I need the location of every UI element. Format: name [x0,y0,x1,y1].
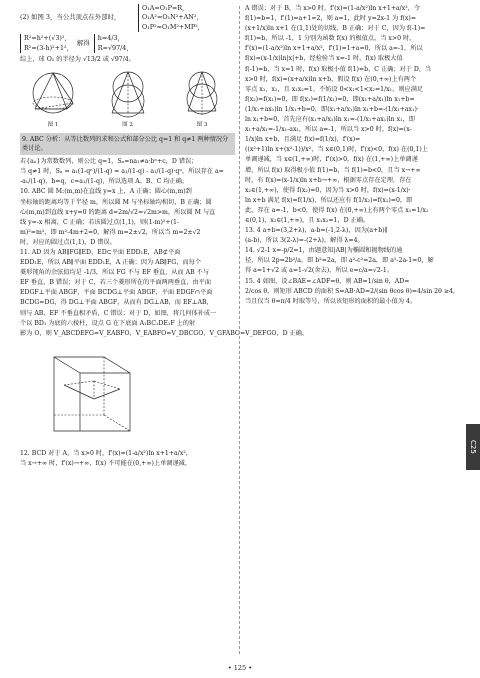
body-line: (x+1/x)ln x+1 在(1,1)处的切线，B 正确；对于 C，因为 f(-1)= [245,25,426,33]
body-line: (1/x₁+ax₁)ln 1/x₁+b=0，即(x₁+a/x₁)ln x₁+b=-(1/x₁+ax₁)· [245,105,419,113]
body-line: f(x)=(x-1/x)ln|x|+b，经检验当 x=-1 时，f(x) 取极大值 [245,55,403,63]
hexagonal-prism-figure-icon [34,345,154,441]
section-side-tab: C25 [466,424,480,470]
column-divider [239,6,240,654]
body-line: 当 q≠1 时，Sₙ = a₁(1-qⁿ)/(1-q) = a₁/(1-q) - a₁/(1-q)·qⁿ，所以存在 a= [20,168,224,176]
body-line: 2/cos θ，则矩形 ABCD 的面积 S=AB·AD=2/(sin θcos θ)=4/sin 2θ ≥4， [245,287,460,295]
body-line: 12. BCD 对于 A，当 x>0 时，f'(x)=(1-a/x²)ln x+1+a/x²， [20,449,192,457]
conclusion-line: 综上，球 O₁ 的半径为 √13/2 或 √97/4。 [20,56,135,64]
body-line: x₁+a/x₁=-1/x₁-ax₁，所以 a=-1，所以当 x>0 时，f(x)=(x- [245,126,412,134]
pyramid-figure-icon [21,69,85,121]
body-line: m)²=m²，即 m²-4m+2=0，解得 m=2±√2，所以当 m=2±√2 [20,228,201,236]
body-line: 个以 BD₁ 为底的六棱柱，设点 G 在下底面 A₁BC₁DE₁F 上的射 [20,319,196,327]
body-line: 时，有 f(x)=(x-1/x)ln x+b→+∞，根据零点存在定理，存在 [245,176,412,184]
figure-2 [95,69,161,131]
body-line: 坐标轴的距离均等于半径 m，所以圆 M 与坐标轴均相切，B 正确；圆 [20,198,212,206]
body-line: x>0 时，f(x)=(x+a/x)ln x+b，假设 f(x) 在(0,+∞)上有两个 [245,75,417,83]
body-line: 此，存在 a=-1，b<0，使得 f(x) 在(0,+∞)上有两个零点 x₁=1/x₂ [245,206,429,214]
figure-caption: 图 1 [47,122,59,129]
system-left-eq: R²=(3-h)²+1²， [24,43,73,52]
body-line: -a₁/(1-q)，b=q，c=a₁/(1-q)，所以选项 A、B、C 均正确。 [20,178,189,186]
figure-caption: 图 2 [122,122,133,129]
body-line: ∈(0,1)，x₂∈(1,+∞)，且 x₁x₂=1，D 正确。 [245,216,370,224]
body-line: EDGF⊥平面 ABGF，平面 BCDG⊥平面 ABGF，平面 EDGF∩平面 [20,289,213,297]
solve-result-eq: R=√97/4， [97,43,133,52]
system-right-eq: O₁A²=O₁N²+AN²， [142,13,203,22]
body-line: 当 x→+∞ 时，f'(x)→+∞，f(x) 不可能在(0,+∞)上单调递减， [20,459,192,467]
solve-result-brace [94,34,133,53]
body-line: 径，所以 2p=2b²/a，即 b²=2a，即 a²-c²=2a，即 a²-2a-1=0，解 [245,257,434,265]
figure-caption: 图 3 [196,122,208,129]
body-line: EDD₁E，所以 AB∥平面 EDD₁E，A 正确；因为 AB∥FG，而每个 [20,259,202,267]
body-line: (a-b)，所以 3(2-λ)=-(2+λ)，解得 λ=4。 [245,237,364,245]
body-line: A 错误；对于 B，当 x>0 时，f'(x)=(1-a/x²)ln x+1+a/x²，令 [245,5,421,12]
body-line: 15. 4 如图，设∠BAE=∠ADF=θ，则 AB=1/sin θ，AD= [245,277,410,285]
body-line: EF 垂直，B 错误；对于 C，若三个菱形所在的平面两两垂直，由平面 [20,279,212,287]
body-line: 则与 AB、EF 不垂直相矛盾，C 错误；对于 D，如图，将几何体补成一 [20,309,217,317]
system-right-brace [138,4,204,32]
figure-1 [20,69,86,131]
body-line: 1/x)ln x+b，且满足 f(x)=f(1/x)，f'(x)= [245,136,361,144]
body-line: 当且仅当 θ=π/4 时取等号，所以该矩形的面积的最小值为 4。 [245,297,417,305]
body-line: f'(x)=(1-a/x²)ln x+1+a/x²，f'(1)=1+a=0，所以 a=-1，所以 [245,45,423,53]
body-line: 线 y=-x 相离，C 正确；若该圆过点(1,1)，则(1-m)²+(1- [20,218,180,226]
system-right-eq: O₁P²=O₁M²+MP²， [142,22,205,31]
body-line: 增，所以 f(x) 取得极小值 f(1)=b，当 f(1)=b<0，且当 x→+∞ [245,166,421,174]
right-column [245,0,460,307]
system-left-eq: R²=h²+(√3)²， [24,34,71,43]
body-line: ln x₁+b=0，首先应有(x₁+a/x₁)ln x₁=-(1/x₁+ax₁)ln x₁，即 [245,116,415,124]
body-line: f(-1)=b，当 x=1 时，f(x) 取极小值 f(1)=b，C 正确；对于 D，当 [245,65,432,73]
body-line: BCDG=DG，得 DG⊥平面 ABGF，从而有 DG⊥AB，而 EF⊥AB， [20,299,213,307]
solve-result-eq: h=4/3， [97,34,124,43]
q9-header [20,133,235,155]
solve-block [20,34,235,53]
body-line: f(1)=b=1，f'(1)=a+1=2，则 a=1，此时 y=2x-1 为 f(x)= [245,15,416,23]
body-line: f(1)=b，所以 -1，1 分别为函数 f(x) 的极值点，当 x>0 时， [245,35,416,43]
body-line: x₂∈(1,+∞)，使得 f(x₂)=0，因为当 x>0 时，f(x)=(x-1/x)· [245,186,411,194]
figure-row [20,69,235,131]
figure-3 [169,69,235,131]
solve-word: 解得 [77,38,90,47]
body-line: ((x²+1)ln x+(x²-1))/x²，当 x∈(0,1)时，f'(x)<0，f(x) 在(0,1)上 [245,146,428,154]
page-number: • 125 • [227,664,253,672]
body-line: 菱形钝角的余弦值均是 -1/3，所以 FG 不与 EF 垂直，从而 AB 不与 [20,269,210,277]
body-line: 得 a=1+√2 或 a=1-√2(舍去)，所以 e=c/a=√2-1。 [245,267,394,275]
body-line: ln x+b 满足 f(x)=f(1/x)，所以还应有 f(1/x₂)=f(x₂)=0，即 [245,196,413,204]
two-spheres-figure-icon [96,69,160,121]
system-left-brace [20,34,73,53]
system-intro: (2) 如图 3，当公共顶点在外部时， [20,13,121,22]
body-line: 零点 x₁，x₂，且 x₁x₂=1，不妨设 0<x₁<1<x₂=1/x₁，则应满足 [245,85,424,93]
external-sphere-figure-icon [170,69,234,121]
body-line: 影为 O，则 V_ABCDEFG=V_EABFO，V_EABFO=V_DBCGO，V_GFABO=V_DEFGO，D 正确。 [20,329,309,337]
body-line: 10. ABC 圆 M:(m,m)在直线 y=x 上，A 正确；圆心(m,m)到 [20,188,192,196]
system-right-eq: O₁A=O₁P=R， [142,4,189,12]
body-line: 单调递减，当 x∈(1,+∞)时，f'(x)>0，f(x) 在(1,+∞)上单调递 [245,156,418,164]
body-line: 11. AD 因为 AB∥FG∥ED，ED⊂平面 EDD₁E，AB⊄平面 [20,248,181,256]
body-line: 13. 4 a+b=(3,2+λ)，a-b=(-1,2-λ)，因为(a+b)∥ [245,227,388,235]
body-line: 若{aₙ}为常数数列，则公比 q=1，Sₙ=na₁≠a·bⁿ+c，D 错误； [20,158,198,166]
q9-header-text: 9. ABC 分析：从等比数列的求和公式和部分公比 q=1 和 q≠1 两种情况分类讨论。 [22,136,229,153]
system-block [20,4,235,32]
body-line: f(x₂)=f(x₁)=0，即 f(x₁)=f(1/x₁)=0，即(x₁+a/x₁)ln x₁+b= [245,95,415,103]
body-line: 时，对应的圆过点(1,1)，D 错误。 [20,238,116,246]
body-line: 心(m,m)到直线 x+y=0 的距离 d=2m/√2=√2m>m，所以圆 M 与直 [20,208,216,216]
body-line: 14. √2-1 x=-p/2=1，由题意知|AB|为椭圆和抛物线的通 [245,247,403,255]
